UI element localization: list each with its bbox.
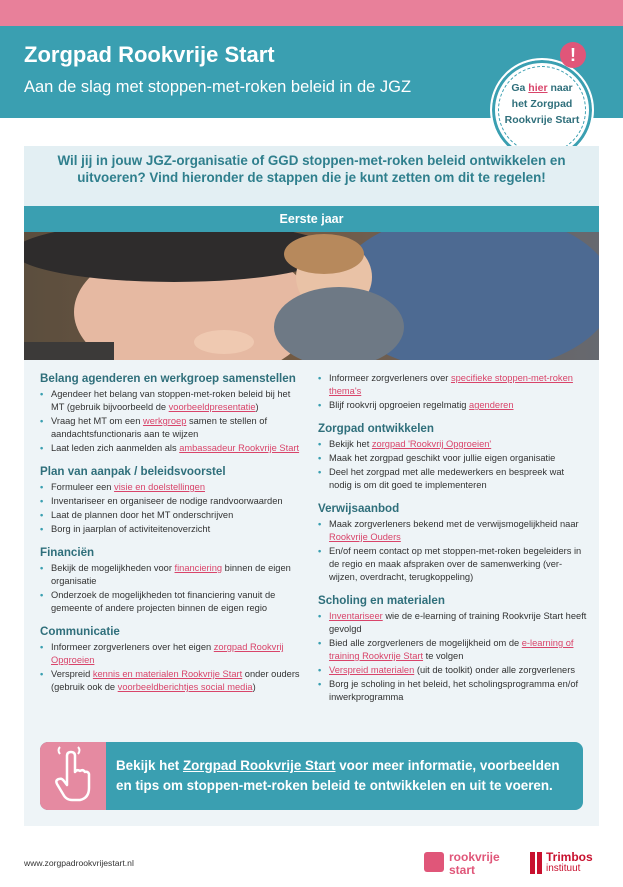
badge-line1-post: naar	[547, 82, 573, 94]
list-item: • Bekijk de mogelijkheden voor financiering binnen de eigen organisatie	[40, 562, 305, 588]
section-scholing	[318, 594, 588, 704]
logo-text: instituut	[546, 863, 581, 874]
link[interactable]: zorgpad Rookvrij Opgroeien	[51, 642, 284, 665]
section-title: Zorgpad ontwikkelen	[318, 422, 434, 435]
link[interactable]: visie en doelstellingen	[114, 482, 206, 492]
list-item: • Formuleer een visie en doelstellingen	[40, 481, 305, 494]
link[interactable]: kennis en materialen Rookvrije Start	[92, 669, 243, 679]
list-item: • Vraag het MT om een werkgroep samen te stellen of aandachtsfunctionaris aan te wijzen	[40, 415, 305, 441]
logo-square-icon	[424, 852, 444, 872]
page-title: Zorgpad Rookvrije Start	[24, 42, 275, 67]
list-item: • Laat de plannen door het MT onderschrijven	[40, 509, 305, 522]
cta-text-pre: Bekijk het	[116, 758, 183, 773]
list-item: • Borg je scholing in het beleid, het scholingsprogramma en/of inwerkprogramma	[318, 678, 588, 704]
list-item: • Informeer zorgverleners over specifieke stoppen-met-roken thema's	[318, 372, 588, 398]
link[interactable]: specifieke stoppen-met-roken thema's	[329, 373, 573, 396]
list-item: • Verspreid kennis en materialen Rookvrije Start onder ouders (gebruik ook de voorbeeldberichtjes social media)	[40, 668, 305, 694]
section-plan	[40, 465, 305, 536]
pointing-hand-icon	[40, 742, 106, 810]
section-title: Belang agenderen en werkgroep samenstellen	[40, 372, 296, 385]
link[interactable]: ambassadeur Rookvrije Start	[179, 443, 300, 453]
section-communicatie	[40, 625, 305, 694]
link[interactable]: e-learning of training Rookvrije Start	[329, 638, 574, 661]
section-belang	[40, 372, 305, 455]
list-item: • Maak zorgverleners bekend met de verwijsmogelijkheid naar Rookvrije Ouders	[318, 518, 588, 544]
logo-text: start	[449, 863, 476, 877]
left-column	[40, 372, 305, 704]
rookvrije-start-logo	[424, 850, 524, 878]
section-title: Financiën	[40, 546, 95, 559]
year-bar: Eerste jaar	[24, 206, 599, 232]
section-title: Scholing en materialen	[318, 594, 445, 607]
list-item: • En/of neem contact op met stoppen-met-roken begeleiders in de regio en maak afspraken over de samenwerking (ver-wijzen, overdracht, terugkoppeling)	[318, 545, 588, 584]
section-financien	[40, 546, 305, 615]
exclamation-icon: !	[560, 42, 586, 68]
badge-line2: het Zorgpad	[511, 98, 573, 110]
section-verwijsaanbod	[318, 502, 588, 584]
list-item: • Onderzoek de mogelijkheden tot financiering vanuit de gemeente of andere projecten binnen de eigen regio	[40, 589, 305, 615]
list-item: • Borg in jaarplan of activiteitenoverzicht	[40, 523, 305, 536]
cta-banner[interactable]	[40, 742, 583, 810]
right-column	[318, 372, 588, 714]
section-informeer	[318, 372, 588, 412]
section-title: Plan van aanpak / beleidsvoorstel	[40, 465, 226, 478]
footer-url[interactable]: www.zorgpadrookvrijestart.nl	[24, 858, 134, 868]
photo-illustration	[24, 232, 599, 360]
list-item: • Inventariseer en organiseer de nodige randvoorwaarden	[40, 495, 305, 508]
section-title: Communicatie	[40, 625, 120, 638]
link[interactable]: Verspreid materialen	[329, 665, 415, 675]
link[interactable]: financiering	[174, 563, 223, 573]
list-item: • Blijf rookvrij opgroeien regelmatig agenderen	[318, 399, 588, 412]
list-item: • Bied alle zorgverleners de mogelijkheid om de e-learning of training Rookvrije Start te volgen	[318, 637, 588, 663]
link[interactable]: agenderen	[469, 400, 514, 410]
badge-here-link[interactable]: hier	[528, 82, 548, 94]
cta-zorgpad-link[interactable]: Zorgpad Rookvrije Start	[182, 758, 336, 773]
cta-text	[116, 756, 576, 796]
list-item: • Agendeer het belang van stoppen-met-roken beleid bij het MT (gebruik bijvoorbeeld de voorbeeldpresentatie)	[40, 388, 305, 414]
logo-bar-icon	[530, 852, 535, 874]
link[interactable]: voorbeeldberichtjes social media	[117, 682, 253, 692]
intro-text: Wil jij in jouw JGZ-organisatie of GGD stoppen-met-roken beleid ontwikkelen en uitvoeren? Vind hieronder de stappen die je kunt zetten om dit te regelen!	[24, 146, 599, 206]
link[interactable]: zorgpad 'Rookvrij Opgroeien'	[371, 439, 492, 449]
cta-text-post: voor meer informatie, voorbeelden en tips om stoppen-met-roken beleid te ontwikkelen en uit te voeren.	[116, 758, 560, 793]
section-zorgpad	[318, 422, 588, 492]
list-item: • Deel het zorgpad met alle medewerkers en bespreek wat nodig is om dit goed te implementeren	[318, 466, 588, 492]
photo-mother-child	[24, 232, 599, 360]
list-item: • Verspreid materialen (uit de toolkit) onder alle zorgverleners	[318, 664, 588, 677]
top-accent-bar	[0, 0, 623, 26]
logo-bar-icon	[537, 852, 542, 874]
link[interactable]: Inventariseer	[329, 611, 383, 621]
badge-text	[492, 80, 592, 128]
list-item: • Maak het zorgpad geschikt voor jullie eigen organisatie	[318, 452, 588, 465]
section-title: Verwijsaanbod	[318, 502, 400, 515]
logo-text: rookvrije	[449, 850, 500, 864]
trimbos-logo	[530, 850, 610, 878]
link[interactable]: werkgroep	[142, 416, 187, 426]
badge-line3: Rookvrije Start	[504, 114, 580, 126]
list-item: • Informeer zorgverleners over het eigen zorgpad Rookvrij Opgroeien	[40, 641, 305, 667]
link[interactable]: Rookvrije Ouders	[329, 532, 401, 542]
page-subtitle: Aan de slag met stoppen-met-roken beleid in de JGZ	[24, 78, 412, 96]
logo-text: Trimbos	[546, 850, 593, 864]
link[interactable]: voorbeeldpresentatie	[168, 402, 256, 412]
badge-line1-pre: Ga	[511, 82, 529, 94]
list-item: • Laat leden zich aanmelden als ambassadeur Rookvrije Start	[40, 442, 305, 455]
list-item: • Inventariseer wie de e-learning of training Rookvrije Start heeft gevolgd	[318, 610, 588, 636]
cta-icon-box	[40, 742, 106, 810]
list-item: • Bekijk het zorgpad 'Rookvrij Opgroeien'	[318, 438, 588, 451]
